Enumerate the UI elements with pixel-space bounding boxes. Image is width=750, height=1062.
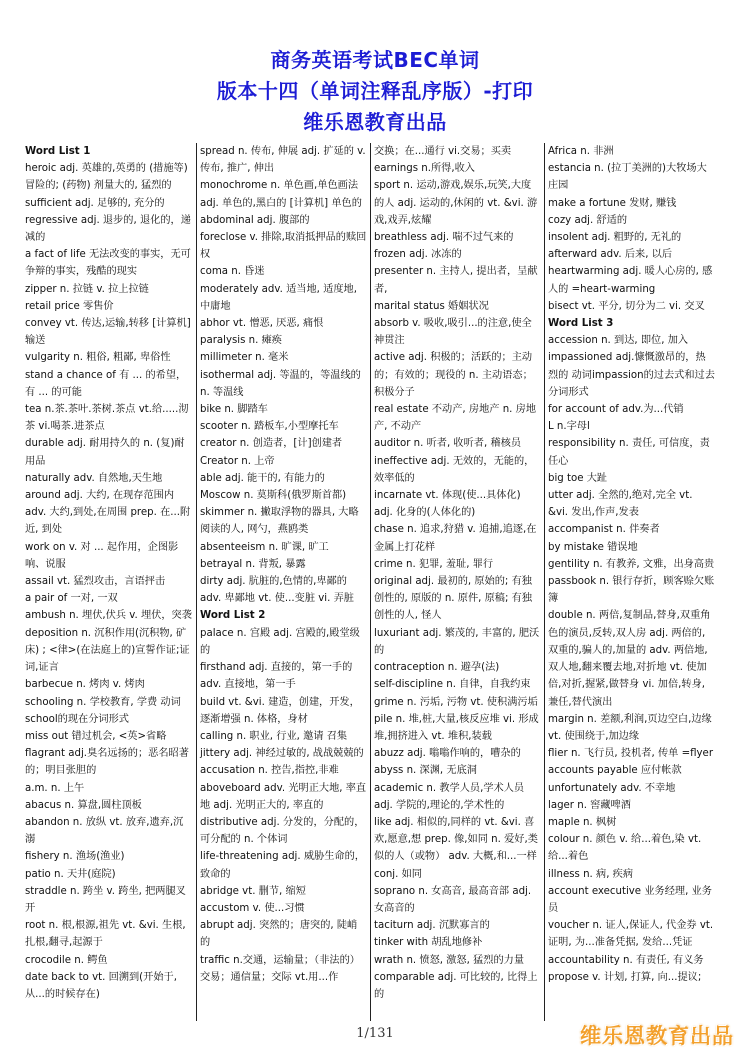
word-entry: creator n. 创造者，[计]创建者 Creator n. 上帝 <box>200 438 343 467</box>
word-entry: foreclose v. 排除,取消抵押品的赎回权 <box>200 232 367 261</box>
word-entry: heroic adj. 英雄的,英勇的 (措施等) 冒险的; (药物) 剂量大的, 猛烈的 <box>25 163 188 192</box>
word-entry: work on v. 对 ... 起作用，企图影响、说服 <box>25 541 179 570</box>
word-entry: L n.字母l <box>548 421 590 433</box>
word-entry: abridge vt. 删节, 缩短 <box>200 885 306 897</box>
word-entry: taciturn adj. 沉默寡言的 <box>374 920 490 932</box>
word-entry: millimeter n. 毫米 <box>200 352 289 364</box>
word-entry: propose v. 计划, 打算, 向...提议; <box>548 971 702 983</box>
word-entry: patio n. 天井(庭院) <box>25 868 116 880</box>
word-entry: aboveboard adv. 光明正大地, 率直地 adj. 光明正大的, 率直的 <box>200 782 367 811</box>
word-entry: barbecue n. 烤肉 v. 烤肉 <box>25 679 145 691</box>
word-entry: date back to vt. 回溯到(开始于,从...的时候存在) <box>25 971 177 1000</box>
word-entry: skimmer n. 撇取浮物的器具, 大略阅读的人, 网勺，燕鸥类 <box>200 507 359 536</box>
word-list-heading: Word List 2 <box>200 610 266 622</box>
column-3 <box>370 143 544 1021</box>
word-entry: crime n. 犯罪, 羞耻, 罪行 <box>374 558 494 570</box>
word-entry: comparable adj. 可比较的, 比得上的 <box>374 971 538 1000</box>
word-entry: moderately adv. 适当地, 适度地,中庸地 <box>200 283 357 312</box>
word-entry: colour n. 颜色 v. 给...着色,染 vt. 给...着色 <box>548 834 702 863</box>
word-entry: root n. 根,根源,祖先 vt. &vi. 生根,扎根,翻寻,起源于 <box>25 920 186 949</box>
word-entry: coma n. 昏迷 <box>200 266 265 278</box>
word-entry: academic n. 教学人员,学术人员 adj. 学院的,理论的,学术性的 <box>374 782 525 811</box>
column-4 <box>544 143 718 1021</box>
word-entry: palace n. 宫殿 adj. 宫殿的,殿堂级的 <box>200 627 360 656</box>
word-entry: illness n. 病, 疾病 <box>548 868 634 880</box>
word-entry: double n. 两倍,复制品,替身,双重角色的演员,反转,双人房 adj. 两倍的,双重的,骗人的,加量的 adv. 两倍地,双人地,翻来覆去地,对折地 vt. 使加倍,对折,握紧,做替身 vi. 加倍,转身,兼任,替代演出 <box>548 610 711 708</box>
word-entry: unfortunately adv. 不幸地 <box>548 782 676 794</box>
document-subtitle: 版本十四（单词注释乱序版）-打印 <box>216 79 534 103</box>
word-entry: afterward adv. 后来, 以后 <box>548 249 673 261</box>
word-entry: self-discipline n. 自律，自我约束 <box>374 679 531 691</box>
word-entry: flagrant adj.臭名远扬的；恶名昭著的；明目张胆的 <box>25 748 189 777</box>
word-entry: frozen adj. 冰冻的 <box>374 249 462 261</box>
word-entry: pile n. 堆,桩,大量,核反应堆 vi. 形成堆,拥挤进入 vt. 堆积,装载 <box>374 713 539 742</box>
word-entry: incarnate vt. 体现(使...具体化) adj. 化身的(人体化的) <box>374 490 521 519</box>
word-entry: life-threatening adj. 威胁生命的，致命的 <box>200 851 365 880</box>
word-entry: accompanist n. 伴奏者 <box>548 524 660 536</box>
word-entry: dirty adj. 肮脏的,色情的,卑鄙的 adv. 卑鄙地 vt. 使...变脏 vi. 弄脏 <box>200 576 354 605</box>
word-entry: vulgarity n. 粗俗, 粗鄙, 卑俗性 <box>25 352 171 364</box>
word-entry: lager n. 窖藏啤酒 <box>548 799 631 811</box>
word-entry: accountability n. 有责任, 有义务 <box>548 954 704 966</box>
word-entry: accustom v. 使...习惯 <box>200 902 305 914</box>
word-entry: betrayal n. 背叛, 暴露 <box>200 558 306 570</box>
word-entry: convey vt. 传达,运输,转移 [计算机] 输送 <box>25 318 191 347</box>
word-entry: assail vt. 猛烈攻击，言语抨击 <box>25 576 166 588</box>
word-entry: a pair of 一对, 一双 <box>25 593 118 605</box>
word-entry: make a fortune 发财, 赚钱 <box>548 197 677 209</box>
word-entry: Africa n. 非洲 <box>548 146 614 157</box>
word-entry: account executive 业务经理, 业务员 <box>548 885 712 914</box>
word-entry: 交换；在...通行 vi.交易；买卖 <box>374 146 512 157</box>
word-entry: build vt. &vi. 建造，创建，开发，逐渐增强 n. 体格，身材 <box>200 696 360 725</box>
word-entry: big toe 大趾 <box>548 472 608 484</box>
word-entry: Moscow n. 莫斯科(俄罗斯首都) <box>200 490 347 502</box>
word-entry: regressive adj. 退步的, 退化的，递减的 <box>25 214 191 244</box>
word-entry: contraception n. 避孕(法) <box>374 662 500 674</box>
word-entry: durable adj. 耐用持久的 n. (复)耐用品 <box>25 438 185 467</box>
word-entry: earnings n.所得,收入 <box>374 163 475 175</box>
word-entry: jittery adj. 神经过敏的, 战战兢兢的 <box>200 748 364 760</box>
word-entry: straddle n. 跨坐 v. 跨坐, 把两腿叉开 <box>25 885 186 914</box>
word-entry: chase n. 追求,狩猎 v. 追捕,追逐,在金属上打花样 <box>374 524 537 553</box>
word-entry: abacus n. 算盘,圆柱顶板 <box>25 799 142 811</box>
word-entry: for account of adv.为...代销 <box>548 404 684 416</box>
page-number: 1/131 <box>356 1026 394 1041</box>
word-entry: accounts payable 应付帐款 <box>548 765 682 777</box>
word-entry: tinker with 胡乱地修补 <box>374 937 483 949</box>
word-entry: paralysis n. 瘫痪 <box>200 335 282 347</box>
word-entry: maple n. 枫树 <box>548 816 617 828</box>
word-entry: flier n. 飞行员, 投机者, 传单 =flyer <box>548 748 714 760</box>
word-entry: sport n. 运动,游戏,娱乐,玩笑,大度的人 adj. 运动的,休闲的 vt. &vi. 游戏,戏弄,炫耀 <box>374 180 538 226</box>
word-entry: heartwarming adj. 暖人心房的, 感人的 =heart-warming <box>548 266 713 295</box>
word-entry: real estate 不动产, 房地产 n. 房地产, 不动产 <box>374 404 537 433</box>
word-entry: auditor n. 听者, 收听者, 稽核员 <box>374 438 522 450</box>
word-entry: retail price 零售价 <box>25 300 114 312</box>
word-entry: utter adj. 全然的,绝对,完全 vt. &vi. 发出,作声,发表 <box>548 490 693 519</box>
word-entry: active adj. 积极的；活跃的；主动的；有效的；现役的 n. 主动语态；积极分子 <box>374 352 533 398</box>
word-entry: calling n. 职业, 行业, 邀请 召集 <box>200 730 348 742</box>
word-entry: gentility n. 有教养, 文雅，出身高贵 <box>548 558 715 570</box>
word-entry: sufficient adj. 足够的, 充分的 <box>25 197 165 209</box>
word-list-heading: Word List 1 <box>25 146 91 157</box>
word-entry: ineffective adj. 无效的，无能的，效率低的 <box>374 455 535 484</box>
document-title: 商务英语考试BEC单词 <box>270 48 480 72</box>
word-entry: original adj. 最初的, 原始的; 有独创性的, 原版的 n. 原件, 原稿; 有独创性的人, 怪人 <box>374 576 533 622</box>
word-entry: estancia n. (拉丁美洲的)大牧场大庄园 <box>548 163 707 192</box>
word-entry: luxuriant adj. 繁茂的, 丰富的, 肥沃的 <box>374 627 540 656</box>
word-entry: spread n. 传布, 伸展 adj. 扩延的 v. 传布, 推广, 伸出 <box>200 146 366 175</box>
word-entry: able adj. 能干的, 有能力的 <box>200 472 325 484</box>
word-entry: bike n. 脚踏车 <box>200 404 268 416</box>
word-entry: presenter n. 主持人, 提出者，呈献者, <box>374 266 538 295</box>
word-entry: schooling n. 学校教育, 学费 动词school的现在分词形式 <box>25 696 181 725</box>
word-entry: cozy adj. 舒适的 <box>548 214 628 226</box>
word-entry: scooter n. 踏板车,小型摩托车 <box>200 421 339 433</box>
word-entry: like adj. 相似的,同样的 vt. &vi. 喜欢,愿意,想 prep. 像,如同 n. 爱好,类似的人（或物） adv. 大概,和...一样 conj. 如同 <box>374 816 538 880</box>
word-list-heading: Word List 3 <box>548 318 614 330</box>
document-publisher: 维乐恩教育出品 <box>303 110 447 134</box>
word-entry: monochrome n. 单色画,单色画法 adj. 单色的,黑白的 [计算机] 单色的 <box>200 180 362 209</box>
word-entry: margin n. 差额,利润,页边空白,边缘 vt. 使围绕于,加边缘 <box>548 713 712 742</box>
word-entry: accession n. 到达, 即位, 加入 <box>548 335 689 347</box>
word-entry: traffic n.交通，运输量；（非法的）交易；通信量；交际 vt.用...作 <box>200 954 360 983</box>
word-entry: soprano n. 女高音, 最高音部 adj. 女高音的 <box>374 885 532 914</box>
word-entry: by mistake 错误地 <box>548 541 638 553</box>
word-entry: crocodile n. 鳄鱼 <box>25 954 108 966</box>
word-entry: firsthand adj. 直接的，第一手的 adv. 直接地，第一手 <box>200 662 353 691</box>
column-2 <box>196 143 370 1021</box>
word-entry: abandon n. 放纵 vt. 放弃,遗弃,沉溺 <box>25 816 184 846</box>
word-entry: miss out 错过机会, <英>省略 <box>25 730 167 742</box>
word-entry: absenteeism n. 旷课, 旷工 <box>200 541 329 553</box>
word-entry: abdominal adj. 腹部的 <box>200 214 310 226</box>
word-entry: voucher n. 证人,保证人, 代金券 vt. 证明, 为...准备凭据, 发给...凭证 <box>548 920 714 949</box>
word-entry: bisect vt. 平分, 切分为二 vi. 交叉 <box>548 300 705 312</box>
word-entry: distributive adj. 分发的，分配的，可分配的 n. 个体词 <box>200 816 365 846</box>
word-entry: grime n. 污垢, 污物 vt. 使积满污垢 <box>374 696 538 708</box>
word-entry: deposition n. 沉积作用(沉积物, 矿床) ; <律>(在法庭上的)宣誓作证;证词,证言 <box>25 627 190 674</box>
word-entry: zipper n. 拉链 v. 拉上拉链 <box>25 283 149 295</box>
word-entry: abrupt adj. 突然的；唐突的, 陡峭的 <box>200 920 358 949</box>
word-list-columns <box>22 143 732 1021</box>
word-entry: ambush n. 埋伏,伏兵 v. 埋伏，突袭 <box>25 610 192 622</box>
word-entry: naturally adv. 自然地,天生地 <box>25 472 163 484</box>
watermark-logo: 维乐恩教育出品 <box>580 1024 734 1048</box>
word-entry: marital status 婚姻状况 <box>374 300 489 312</box>
word-entry: insolent adj. 粗野的, 无礼的 <box>548 232 682 244</box>
word-entry: breathless adj. 喘不过气来的 <box>374 232 514 244</box>
word-entry: stand a chance of 有 ... 的希望，有 ... 的可能 <box>25 369 187 398</box>
word-entry: accusation n. 控告,指控,非难 <box>200 765 339 777</box>
word-entry: tea n.茶.茶叶.茶树.茶点 vt.给.....沏茶 vi.喝茶.进茶点 <box>25 404 189 433</box>
word-entry: abuzz adj. 嗡嗡作响的，嘈杂的 <box>374 748 521 760</box>
word-entry: wrath n. 愤怒, 激怒, 猛烈的力量 <box>374 954 525 966</box>
word-entry: a.m. n. 上午 <box>25 782 85 794</box>
word-entry: isothermal adj. 等温的，等温线的 n. 等温线 <box>200 369 361 398</box>
column-1 <box>22 143 196 1021</box>
word-entry: a fact of life 无法改变的事实，无可争辩的事实，残酷的现实 <box>25 249 191 278</box>
word-entry: around adj. 大约, 在现存范围内 adv. 大约,到处,在周围 prep. 在...附近, 到处 <box>25 490 191 536</box>
word-entry: abyss n. 深渊, 无底洞 <box>374 765 477 777</box>
word-entry: fishery n. 渔场(渔业) <box>25 851 125 863</box>
word-entry: passbook n. 银行存折，顾客赊欠账簿 <box>548 576 715 605</box>
word-entry: responsibility n. 责任, 可信度，责任心 <box>548 438 710 467</box>
word-entry: absorb v. 吸收,吸引...的注意,使全神贯注 <box>374 318 532 347</box>
word-entry: abhor vt. 憎恶, 厌恶, 痛恨 <box>200 318 324 330</box>
word-entry: impassioned adj.慷慨激昂的，热烈的 动词impassion的过去式和过去分词形式 <box>548 352 715 398</box>
